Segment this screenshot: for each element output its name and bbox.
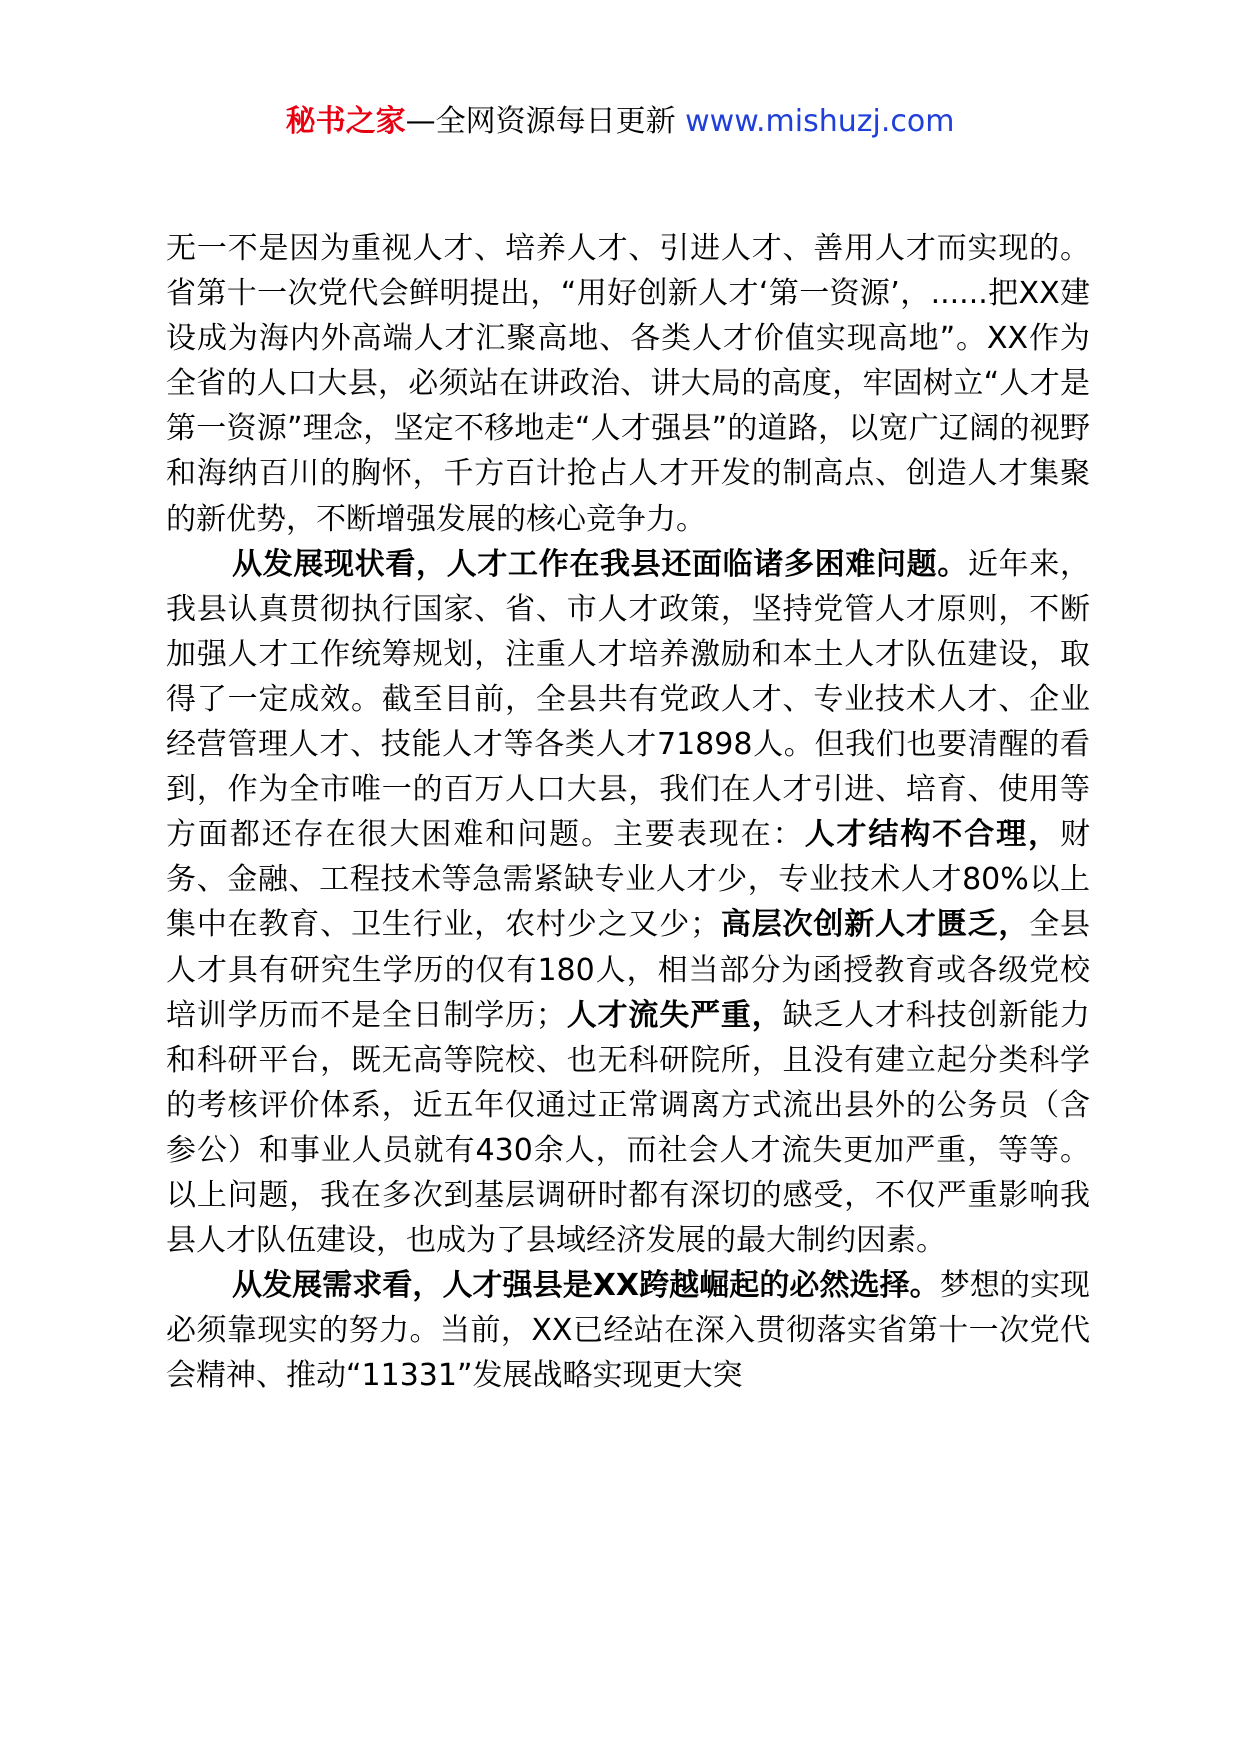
paragraph-3 [166, 1263, 1090, 1398]
paragraph-1 [166, 226, 1090, 542]
issue-1-heading: 人才结构不合理， [804, 817, 1061, 853]
paragraph-3-heading: 从发展需求看，人才强县是XX跨越崛起的必然选择。 [232, 1268, 940, 1304]
paragraph-2-text-a: 近年来，我县认真贯彻执行国家、省、市人才政策，坚持党管人才原则，不断加强人才工作统筹规划，注重人才培养激励和本土人才队伍建设，取得了一定成效。截至目前，全县共有党政人才、专业技术人才、企业经营管理人才、技能人才等各类人才71898人。但我们也要清醒的看到，作为全市唯一的百万人口大县，我们在人才引进、培育、使用等方面都还存在很大困难和问题。主要表现在： [166, 546, 1091, 853]
brand-name: 秘书之家 [285, 104, 406, 139]
paragraph-2 [166, 542, 1090, 1264]
issue-3-heading: 人才流失严重， [565, 997, 783, 1033]
paragraph-2-text-d: 缺乏人才科技创新能力和科研平台，既无高等院校、也无科研院所，且没有建立起分类科学的考核评价体系，近五年仅通过正常调离方式流出县外的公务员（含参公）和事业人员就有430余人，而社会人才流失更加严重，等等。以上问题，我在多次到基层调研时都有深切的感受，不仅严重影响我县人才队伍建设，也成为了县域经济发展的最大制约因素。 [166, 997, 1091, 1259]
header-slogan: —全网资源每日更新 [405, 104, 676, 139]
site-url-link[interactable]: www.mishuzj.com [685, 104, 955, 139]
paragraph-2-text-b: 财务、金融、工程技术等急需紧缺专业人才少，专业技术人才80%以上集中在教育、卫生行业，农村少之又少； [166, 817, 1091, 943]
issue-2-heading: 高层次创新人才匮乏， [720, 907, 1030, 943]
paragraph-3-text: 梦想的实现必须靠现实的努力。当前，XX已经站在深入贯彻落实省第十一次党代会精神、推动“11331”发展战略实现更大突 [166, 1268, 1091, 1394]
paragraph-2-heading: 从发展现状看，人才工作在我县还面临诸多困难问题。 [232, 546, 968, 582]
document-body [166, 226, 1090, 1398]
paragraph-2-text-c: 全县人才具有研究生学历的仅有180人，相当部分为函授教育或各级党校培训学历而不是全日制学历； [166, 907, 1091, 1033]
site-header [0, 102, 1240, 142]
paragraph-1-text: 无一不是因为重视人才、培养人才、引进人才、善用人才而实现的。省第十一次党代会鲜明提出，“用好创新人才‘第一资源’，......把XX建设成为海内外高端人才汇聚高地、各类人才价值实现高地”。XX作为全省的人口大县，必须站在讲政治、讲大局的高度，牢固树立“人才是第一资源”理念，坚定不移地走“人才强县”的道路，以宽广辽阔的视野和海纳百川的胸怀，千方百计抢占人才开发的制高点、创造人才集聚的新优势，不断增强发展的核心竞争力。 [166, 231, 1090, 537]
